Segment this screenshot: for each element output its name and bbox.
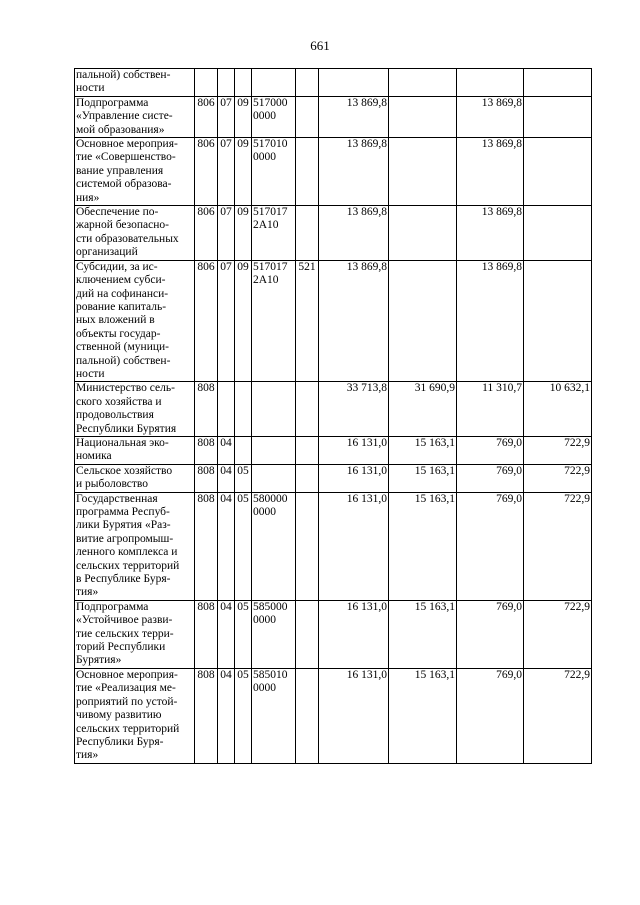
cell-line: ности — [76, 367, 105, 380]
section-code-cell: 04 — [218, 492, 235, 600]
expense-type-cell — [296, 382, 319, 437]
ministry-code-cell: 808 — [195, 464, 218, 492]
target-code-cell — [252, 492, 296, 600]
expense-type-cell: 521 — [296, 260, 319, 382]
name-cell — [75, 138, 195, 206]
target-code-cell — [252, 600, 296, 668]
cell-line: сельских территорий — [76, 559, 180, 572]
cell-line: витие агропромыш- — [76, 532, 174, 545]
cell-line — [253, 396, 294, 409]
name-cell — [75, 382, 195, 437]
cell-line: Республики Бурятия — [76, 422, 177, 435]
cell-line: в Республике Буря- — [76, 573, 171, 586]
section-code-cell — [218, 382, 235, 437]
amount-cell-3: 769,0 — [457, 492, 524, 600]
cell-line: ского хозяйства и — [76, 395, 162, 408]
cell-line: сти образовательных — [76, 232, 179, 245]
name-cell — [75, 206, 195, 261]
name-cell — [75, 668, 195, 763]
cell-line: 0000 — [253, 506, 276, 518]
target-code-cell — [252, 260, 296, 382]
cell-line: 0000 — [253, 151, 276, 164]
cell-line: ключением субси- — [76, 274, 166, 287]
amount-cell-2: 15 163,1 — [389, 668, 457, 763]
cell-line — [253, 382, 294, 395]
name-cell — [75, 492, 195, 600]
subsection-code-cell: 05 — [235, 668, 252, 763]
cell-line: дий на софинанси- — [76, 287, 169, 300]
cell-line: чивому развитию — [76, 709, 162, 722]
target-code-cell — [252, 382, 296, 437]
cell-line: Государственная — [76, 492, 158, 505]
target-code-cell — [252, 96, 296, 137]
amount-cell-2: 15 163,1 — [389, 492, 457, 600]
target-code-cell — [252, 668, 296, 763]
ministry-code-cell: 808 — [195, 668, 218, 763]
cell-line: тие сельских терри- — [76, 627, 174, 640]
cell-line: системой образова- — [76, 178, 172, 191]
section-code-cell: 07 — [218, 96, 235, 137]
expense-type-cell — [296, 668, 319, 763]
expense-type-cell — [296, 69, 319, 97]
cell-line: мой образования» — [76, 123, 165, 136]
subsection-code-cell: 05 — [235, 464, 252, 492]
cell-line — [253, 478, 294, 491]
cell-line: «Управление систе- — [76, 110, 173, 123]
name-cell — [75, 436, 195, 464]
ministry-code-cell — [195, 69, 218, 97]
amount-cell-2: 31 690,9 — [389, 382, 457, 437]
cell-line: Субсидии, за ис- — [76, 260, 158, 273]
cell-line — [253, 450, 294, 463]
cell-line: 0000 — [253, 110, 276, 123]
amount-cell-2 — [389, 69, 457, 97]
section-code-cell: 04 — [218, 668, 235, 763]
ministry-code-cell: 808 — [195, 492, 218, 600]
amount-cell-2: 15 163,1 — [389, 600, 457, 668]
amount-cell-3: 13 869,8 — [457, 206, 524, 261]
cell-line: Республики Буря- — [76, 735, 164, 748]
table-row — [75, 464, 592, 492]
amount-cell-2: 15 163,1 — [389, 436, 457, 464]
name-cell — [75, 464, 195, 492]
amount-cell-4: 722,9 — [524, 436, 592, 464]
cell-line: Основное мероприя- — [76, 138, 178, 151]
cell-line: «Устойчивое разви- — [76, 614, 173, 627]
cell-line: 517010 — [253, 138, 288, 151]
subsection-code-cell — [235, 382, 252, 437]
amount-cell-2 — [389, 138, 457, 206]
table-row — [75, 138, 592, 206]
cell-line: ственной (муници- — [76, 341, 169, 354]
ministry-code-cell: 808 — [195, 436, 218, 464]
section-code-cell: 04 — [218, 464, 235, 492]
ministry-code-cell: 808 — [195, 600, 218, 668]
amount-cell-4 — [524, 138, 592, 206]
amount-cell-3: 769,0 — [457, 436, 524, 464]
cell-line: 517000 — [253, 96, 288, 109]
ministry-code-cell: 806 — [195, 138, 218, 206]
amount-cell-3 — [457, 69, 524, 97]
cell-line: организаций — [76, 246, 138, 259]
cell-line: Подпрограмма — [76, 600, 149, 613]
table-row — [75, 206, 592, 261]
amount-cell-4: 722,9 — [524, 464, 592, 492]
amount-cell-2 — [389, 96, 457, 137]
section-code-cell: 04 — [218, 600, 235, 668]
cell-line: Подпрограмма — [76, 96, 149, 109]
expense-type-cell — [296, 600, 319, 668]
amount-cell-2 — [389, 206, 457, 261]
table-row — [75, 382, 592, 437]
amount-cell-1: 13 869,8 — [319, 260, 389, 382]
amount-cell-1: 16 131,0 — [319, 436, 389, 464]
expense-type-cell — [296, 138, 319, 206]
table-row — [75, 69, 592, 97]
cell-line: пальной) собствен- — [76, 69, 171, 81]
table-row — [75, 492, 592, 600]
cell-line: торий Республики — [76, 641, 166, 654]
cell-line: Сельское хозяйство — [76, 464, 173, 477]
table-row — [75, 436, 592, 464]
ministry-code-cell: 806 — [195, 96, 218, 137]
subsection-code-cell: 05 — [235, 600, 252, 668]
cell-line — [253, 82, 294, 95]
amount-cell-4 — [524, 69, 592, 97]
target-code-cell — [252, 464, 296, 492]
amount-cell-1: 13 869,8 — [319, 96, 389, 137]
target-code-cell — [252, 69, 296, 97]
cell-line: тие «Реализация ме- — [76, 682, 176, 695]
amount-cell-1: 16 131,0 — [319, 464, 389, 492]
amount-cell-3: 769,0 — [457, 600, 524, 668]
cell-line: ленного комплекса и — [76, 546, 178, 559]
cell-line: ния» — [76, 191, 100, 204]
amount-cell-4 — [524, 206, 592, 261]
amount-cell-1: 16 131,0 — [319, 600, 389, 668]
cell-line: 517017 — [253, 206, 288, 219]
amount-cell-4: 722,9 — [524, 492, 592, 600]
cell-line: тие «Совершенство- — [76, 151, 176, 164]
cell-line — [253, 437, 294, 450]
ministry-code-cell: 806 — [195, 206, 218, 261]
subsection-code-cell — [235, 436, 252, 464]
expense-type-cell — [296, 492, 319, 600]
table-row — [75, 600, 592, 668]
cell-line: Национальная эко- — [76, 436, 169, 449]
cell-line — [253, 465, 294, 478]
amount-cell-4: 722,9 — [524, 600, 592, 668]
subsection-code-cell: 05 — [235, 492, 252, 600]
cell-line: 2А10 — [253, 274, 279, 287]
amount-cell-1 — [319, 69, 389, 97]
amount-cell-4 — [524, 96, 592, 137]
cell-line: продовольствия — [76, 409, 154, 422]
amount-cell-4 — [524, 260, 592, 382]
cell-line: Бурятия» — [76, 654, 122, 667]
expense-type-cell — [296, 206, 319, 261]
expense-type-cell — [296, 464, 319, 492]
cell-line: номика — [76, 450, 112, 463]
cell-line: 0000 — [253, 614, 276, 627]
amount-cell-3: 13 869,8 — [457, 138, 524, 206]
table-body — [75, 69, 592, 764]
amount-cell-1: 16 131,0 — [319, 668, 389, 763]
cell-line: и рыболовство — [76, 478, 149, 491]
amount-cell-2 — [389, 260, 457, 382]
section-code-cell: 07 — [218, 206, 235, 261]
subsection-code-cell: 09 — [235, 260, 252, 382]
target-code-cell — [252, 206, 296, 261]
amount-cell-2: 15 163,1 — [389, 464, 457, 492]
amount-cell-4: 722,9 — [524, 668, 592, 763]
cell-line: жарной безопасно- — [76, 219, 169, 232]
cell-line: программа Респуб- — [76, 506, 170, 518]
cell-line: Обеспечение по- — [76, 206, 159, 219]
cell-line: тия» — [76, 749, 99, 762]
budget-table — [74, 68, 592, 764]
amount-cell-3: 769,0 — [457, 668, 524, 763]
table-row — [75, 96, 592, 137]
name-cell — [75, 69, 195, 97]
ministry-code-cell: 808 — [195, 382, 218, 437]
amount-cell-1: 13 869,8 — [319, 138, 389, 206]
page-number: 661 — [310, 38, 330, 53]
amount-cell-3: 13 869,8 — [457, 96, 524, 137]
section-code-cell: 07 — [218, 138, 235, 206]
cell-line: сельских территорий — [76, 722, 180, 735]
table-row — [75, 260, 592, 382]
cell-line: 585000 — [253, 600, 288, 613]
cell-line: объекты государ- — [76, 327, 161, 340]
ministry-code-cell: 806 — [195, 260, 218, 382]
cell-line: роприятий по устой- — [76, 695, 178, 708]
cell-line: ных вложений в — [76, 314, 155, 327]
cell-line: Основное мероприя- — [76, 668, 178, 681]
amount-cell-1: 33 713,8 — [319, 382, 389, 437]
cell-line — [253, 69, 294, 82]
expense-type-cell — [296, 96, 319, 137]
section-code-cell: 07 — [218, 260, 235, 382]
amount-cell-3: 11 310,7 — [457, 382, 524, 437]
cell-line: 2А10 — [253, 219, 279, 232]
cell-line: Министерство сель- — [76, 382, 175, 395]
subsection-code-cell: 09 — [235, 206, 252, 261]
cell-line: лики Бурятия «Раз- — [76, 519, 171, 532]
cell-line: тия» — [76, 586, 99, 599]
subsection-code-cell: 09 — [235, 96, 252, 137]
cell-line: вание управления — [76, 164, 164, 177]
expense-type-cell — [296, 436, 319, 464]
amount-cell-3: 13 869,8 — [457, 260, 524, 382]
subsection-code-cell — [235, 69, 252, 97]
cell-line: ности — [76, 82, 105, 95]
table-row — [75, 668, 592, 763]
target-code-cell — [252, 436, 296, 464]
amount-cell-4: 10 632,1 — [524, 382, 592, 437]
section-code-cell: 04 — [218, 436, 235, 464]
cell-line: 585010 — [253, 668, 288, 681]
name-cell — [75, 600, 195, 668]
cell-line: рование капиталь- — [76, 300, 167, 313]
cell-line: пальной) собствен- — [76, 354, 171, 367]
section-code-cell — [218, 69, 235, 97]
name-cell — [75, 260, 195, 382]
name-cell — [75, 96, 195, 137]
subsection-code-cell: 09 — [235, 138, 252, 206]
target-code-cell — [252, 138, 296, 206]
cell-line: 517017 — [253, 260, 288, 273]
cell-line: 580000 — [253, 492, 288, 505]
amount-cell-1: 13 869,8 — [319, 206, 389, 261]
cell-line: 0000 — [253, 682, 276, 695]
amount-cell-3: 769,0 — [457, 464, 524, 492]
amount-cell-1: 16 131,0 — [319, 492, 389, 600]
